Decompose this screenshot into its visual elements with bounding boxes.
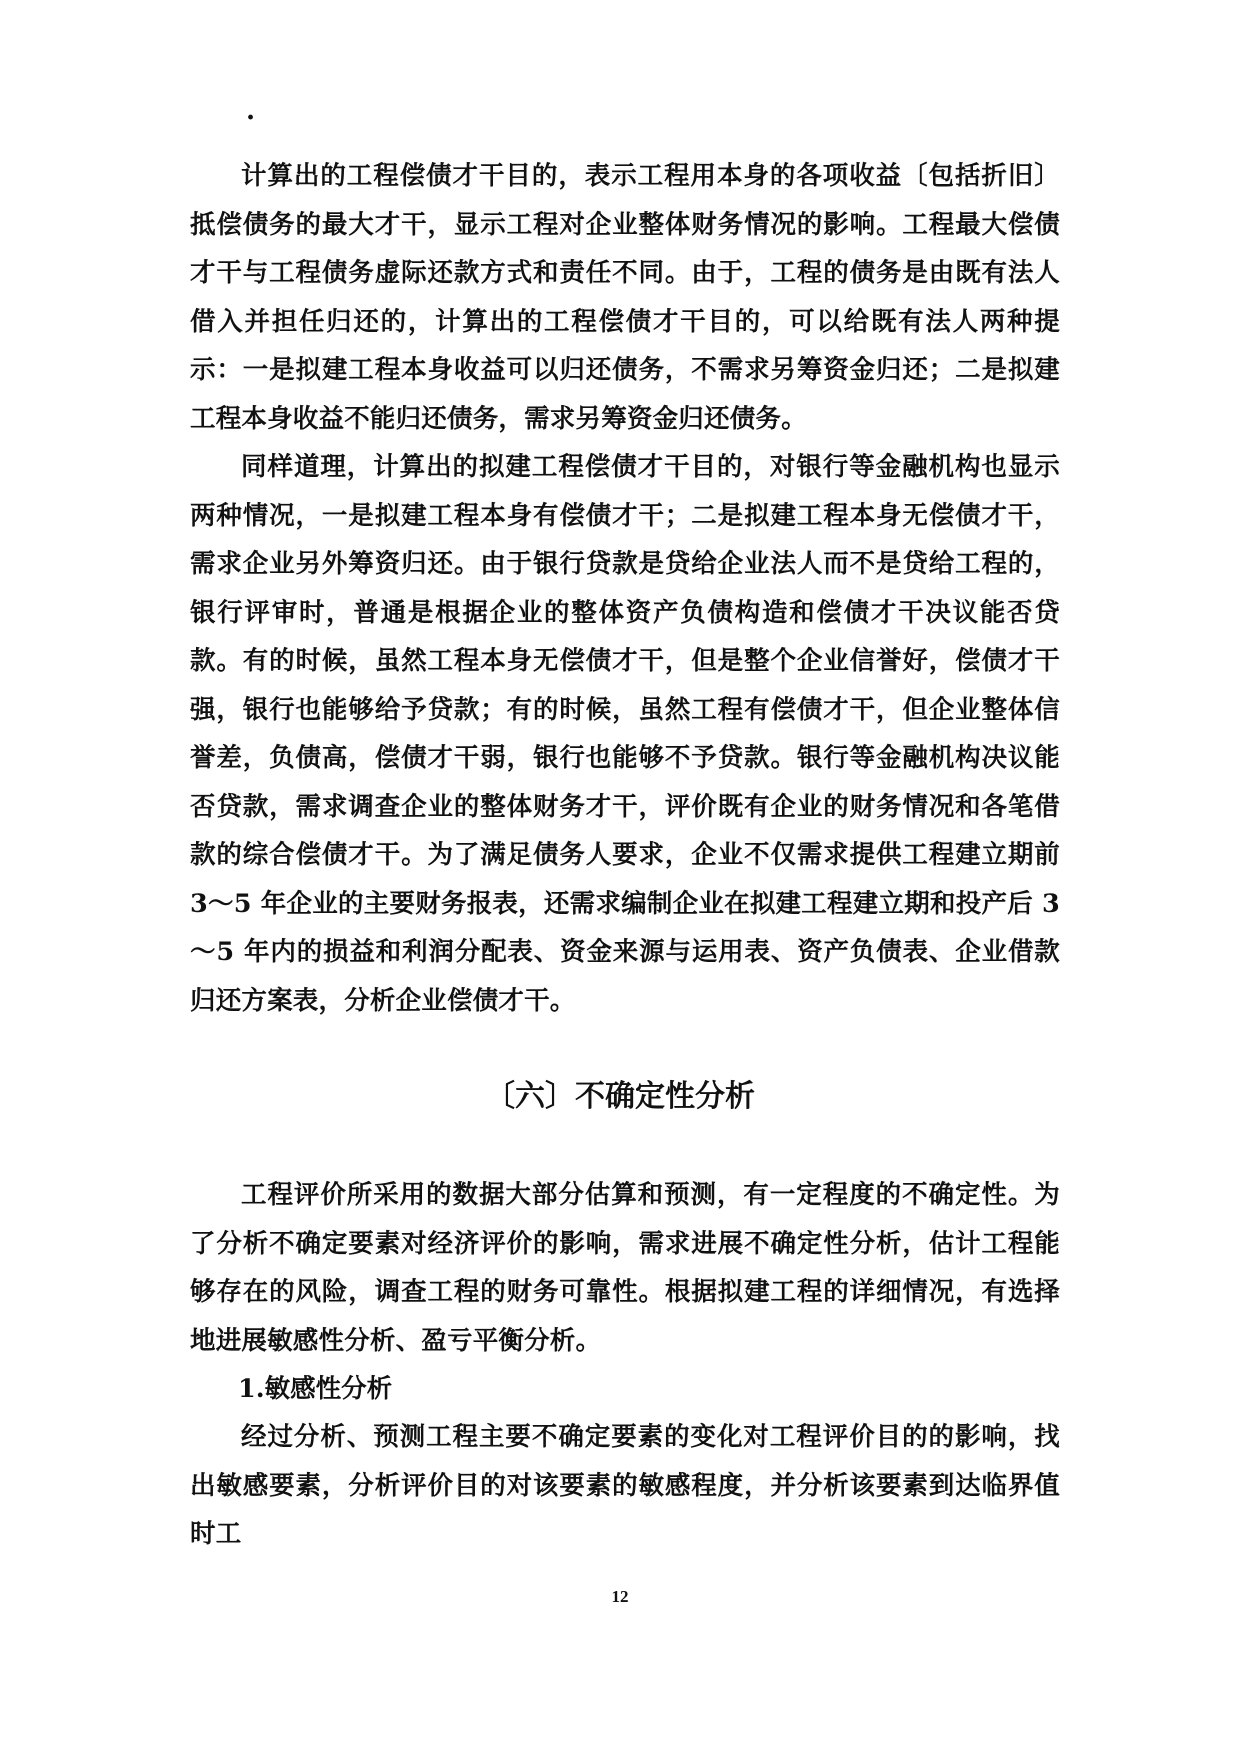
section-heading-uncertainty-analysis: 〔六〕不确定性分析 xyxy=(485,1079,755,1114)
sub-heading-sensitivity-analysis: 1.敏感性分析 xyxy=(238,1374,393,1404)
paragraph-uncertainty-intro: 工程评价所采用的数据大部分估算和预测，有一定程度的不确定性。为了分析不确定要素对经济评价的影响，需求进展不确定性分析，估计工程能够存在的风险，调查工程的财务可靠性。根据拟建工程的详细情况，有选择地进展敏感性分析、盈亏平衡分析。 xyxy=(190,1180,1060,1356)
paragraph-sensitivity-analysis: 经过分析、预测工程主要不确定要素的变化对工程评价目的的影响，找出敏感要素，分析评价目的对该要素的敏感程度，并分析该要素到达临界值时工 xyxy=(190,1422,1060,1549)
paragraph-bank-evaluation: 同样道理，计算出的拟建工程偿债才干目的，对银行等金融机构也显示两种情况，一是拟建工程本身有偿债才干；二是拟建工程本身无偿债才干，需求企业另外筹资归还。由于银行贷款是贷给企业法人而不是贷给工程的，银行评审时，普通是根据企业的整体资产负债构造和偿债才干决议能否贷款。有的时候，虽然工程本身无偿债才干，但是整个企业信誉好，偿债才干强，银行也能够给予贷款；有的时候，虽然工程有偿债才干，但企业整体信誉差，负债高，偿债才干弱，银行也能够不予贷款。银行等金融机构决议能否贷款，需求调查企业的整体财务才干，评价既有企业的财务情况和各笔借款的综合偿债才干。为了满足债务人要求，企业不仅需求提供工程建立期前 3～5 年企业的主要财务报表，还需求编制企业在拟建工程建立期和投产后 3～5 年内的损益和利润分配表、资金来源与运用表、资产负债表、企业借款归还方案表，分析企业偿债才干。 xyxy=(190,452,1060,1016)
page-number: 12 xyxy=(611,1587,629,1606)
paragraph-debt-repayment-capacity: 计算出的工程偿债才干目的，表示工程用本身的各项收益〔包括折旧〕抵偿债务的最大才干，显示工程对企业整体财务情况的影响。工程最大偿债才干与工程债务虚际还款方式和责任不同。由于，工程的债务是由既有法人借入并担任归还的，计算出的工程偿债才干目的，可以给既有法人两种提示：一是拟建工程本身收益可以归还债务，不需求另筹资金归还；二是拟建工程本身收益不能归还债务，需求另筹资金归还债务。 xyxy=(190,161,1060,434)
header-dot: . xyxy=(246,96,256,126)
